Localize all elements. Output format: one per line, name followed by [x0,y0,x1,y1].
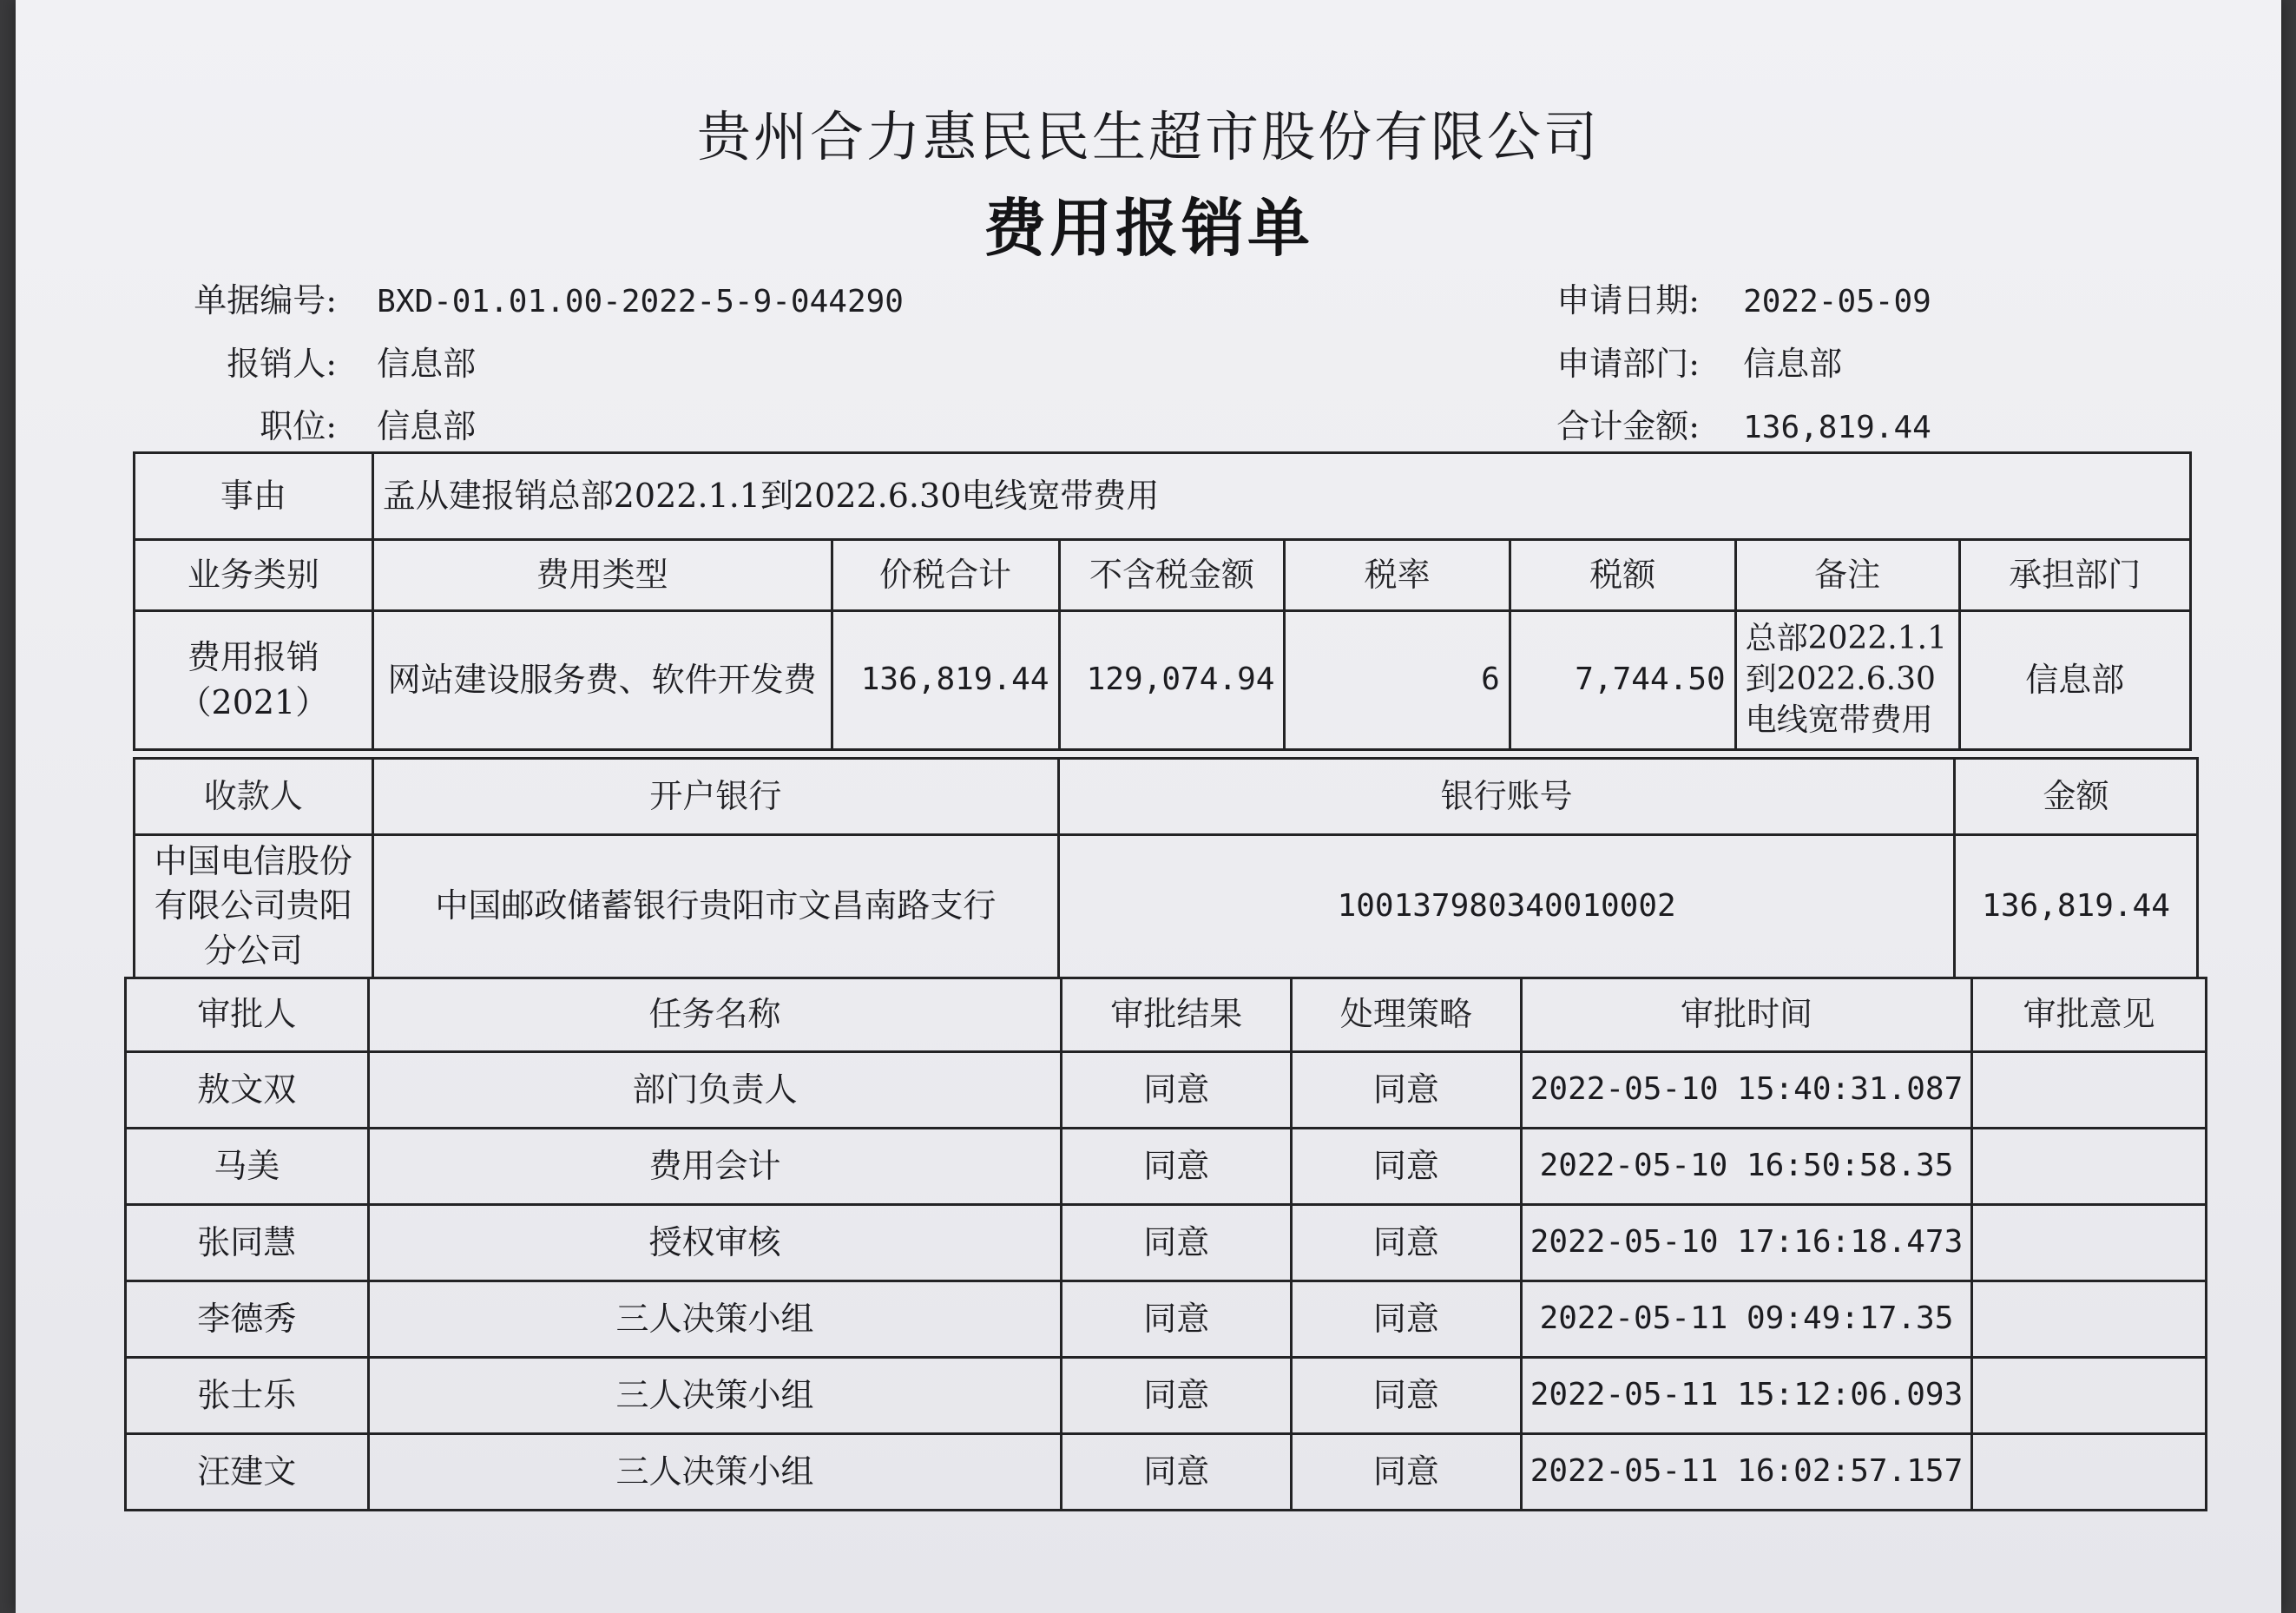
col-header-result: 审批结果 [1062,978,1292,1052]
approval-row [126,1205,2207,1281]
task-name: 三人决策小组 [368,1281,1062,1358]
position-field [163,399,476,447]
expense-total: 136,819.44 [832,611,1059,750]
apply-dept-value: 信息部 [1743,345,1843,383]
apply-date-field [1526,273,1931,321]
expense-note: 总部2022.1.1到2022.6.30电线宽带费用 [1735,611,1959,750]
claimant-label: 报销人: [227,345,337,383]
expense-header-row [135,540,2191,611]
approval-table [124,977,2207,1511]
approval-strategy: 同意 [1292,1052,1522,1129]
position-label: 职位: [260,407,337,445]
approval-result: 同意 [1062,1052,1292,1129]
total-field [1526,399,1931,447]
col-header-time: 审批时间 [1521,978,1972,1052]
expense-pretax: 129,074.94 [1059,611,1285,750]
col-header-note: 备注 [1735,540,1959,611]
position-value: 信息部 [377,407,477,445]
approval-row [126,1281,2207,1358]
col-header-account: 银行账号 [1059,759,1955,835]
approval-opinion [1972,1434,2207,1511]
doc-no-field [163,273,904,321]
expense-row [135,611,2191,750]
approver: 张同慧 [126,1205,369,1281]
company-name: 贵州合力惠民民生超市股份有限公司 [696,105,1600,168]
total-value: 136,819.44 [1743,410,1931,445]
payee-bank: 中国邮政储蓄银行贵阳市文昌南路支行 [372,835,1059,978]
task-name: 三人决策小组 [368,1434,1062,1511]
approval-row [126,1434,2207,1511]
approver: 马美 [126,1129,369,1205]
expense-form-sheet [16,0,2281,1613]
col-header-category: 业务类别 [135,540,373,611]
approval-time: 2022-05-10 16:50:58.35 [1521,1129,1972,1205]
col-header-opinion: 审批意见 [1972,978,2207,1052]
col-header-tax: 税额 [1510,540,1735,611]
expense-table [133,451,2192,751]
approval-row [126,1129,2207,1205]
approval-header-row [126,978,2207,1052]
apply-date-value: 2022-05-09 [1743,284,1931,319]
approval-result: 同意 [1062,1205,1292,1281]
reason-value: 孟从建报销总部2022.1.1到2022.6.30电线宽带费用 [372,453,2190,540]
col-header-task: 任务名称 [368,978,1062,1052]
approval-opinion [1972,1358,2207,1434]
doc-no-label: 单据编号: [194,281,337,319]
payee-name: 中国电信股份有限公司贵阳分公司 [135,835,373,978]
col-header-amount: 金额 [1955,759,2198,835]
expense-tax: 7,744.50 [1510,611,1735,750]
expense-category: 费用报销（2021） [135,611,373,750]
task-name: 授权审核 [368,1205,1062,1281]
col-header-payee: 收款人 [135,759,373,835]
approval-strategy: 同意 [1292,1434,1522,1511]
claimant-field [163,337,476,385]
col-header-strategy: 处理策略 [1292,978,1522,1052]
payee-table [133,757,2199,979]
approval-time: 2022-05-10 17:16:18.473 [1521,1205,1972,1281]
approval-strategy: 同意 [1292,1129,1522,1205]
approval-time: 2022-05-11 16:02:57.157 [1521,1434,1972,1511]
expense-rate: 6 [1285,611,1510,750]
approval-row [126,1358,2207,1434]
col-header-rate: 税率 [1285,540,1510,611]
reason-label: 事由 [135,453,373,540]
col-header-type: 费用类型 [372,540,832,611]
claimant-value: 信息部 [377,345,477,383]
approval-opinion [1972,1129,2207,1205]
approval-result: 同意 [1062,1129,1292,1205]
payee-amount: 136,819.44 [1955,835,2198,978]
payee-row [135,835,2198,978]
apply-date-label: 申请日期: [1556,281,1700,319]
approval-opinion [1972,1281,2207,1358]
approval-opinion [1972,1205,2207,1281]
col-header-bank: 开户银行 [372,759,1059,835]
approval-row [126,1052,2207,1129]
approver: 张士乐 [126,1358,369,1434]
approval-time: 2022-05-11 15:12:06.093 [1521,1358,1972,1434]
apply-dept-field [1526,337,1842,385]
approver: 汪建文 [126,1434,369,1511]
approval-time: 2022-05-10 15:40:31.087 [1521,1052,1972,1129]
total-label: 合计金额: [1556,407,1700,445]
col-header-dept: 承担部门 [1959,540,2190,611]
approval-time: 2022-05-11 09:49:17.35 [1521,1281,1972,1358]
expense-dept: 信息部 [1959,611,2190,750]
payee-header-row [135,759,2198,835]
approval-strategy: 同意 [1292,1205,1522,1281]
approver: 敖文双 [126,1052,369,1129]
reason-row [135,453,2191,540]
approval-strategy: 同意 [1292,1358,1522,1434]
col-header-total: 价税合计 [832,540,1059,611]
form-title: 费用报销单 [983,191,1313,265]
col-header-pretax: 不含税金额 [1059,540,1285,611]
approval-result: 同意 [1062,1434,1292,1511]
task-name: 三人决策小组 [368,1358,1062,1434]
approver: 李德秀 [126,1281,369,1358]
col-header-approver: 审批人 [126,978,369,1052]
payee-account: 100137980340010002 [1059,835,1955,978]
doc-no-value: BXD-01.01.00-2022-5-9-044290 [377,284,904,319]
approval-result: 同意 [1062,1358,1292,1434]
approval-result: 同意 [1062,1281,1292,1358]
task-name: 费用会计 [368,1129,1062,1205]
apply-dept-label: 申请部门: [1556,345,1700,383]
approval-strategy: 同意 [1292,1281,1522,1358]
approval-opinion [1972,1052,2207,1129]
task-name: 部门负责人 [368,1052,1062,1129]
expense-type: 网站建设服务费、软件开发费 [372,611,832,750]
